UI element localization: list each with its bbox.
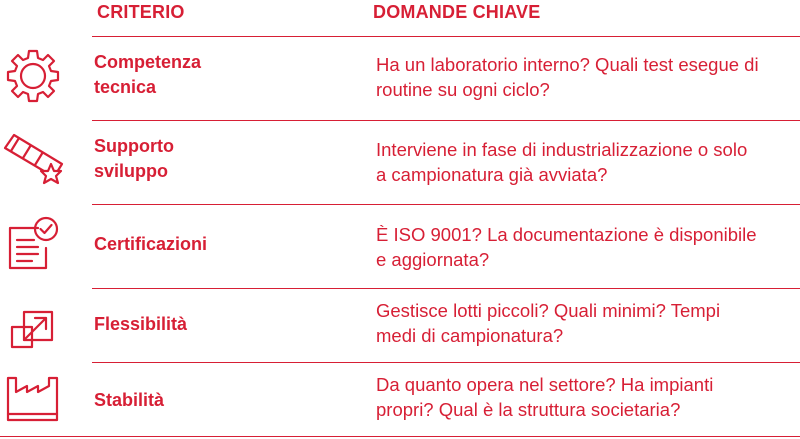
- row-divider: [92, 204, 800, 205]
- domanda-line: medi di campionatura?: [376, 325, 564, 346]
- table-bottom-divider: [0, 436, 800, 437]
- certificate-check-icon: [2, 212, 64, 274]
- gear-icon: [2, 46, 64, 108]
- criterio-line: Competenza: [94, 52, 202, 72]
- table-row: [0, 288, 800, 362]
- criterio-label: [94, 312, 344, 337]
- criterio-line: Certificazioni: [94, 234, 208, 254]
- table-row: [0, 362, 800, 436]
- factory-icon: [2, 368, 64, 430]
- domanda-line: Da quanto opera nel settore? Ha impianti: [376, 374, 714, 395]
- row-divider: [92, 36, 800, 37]
- criterio-line: Flessibilità: [94, 314, 188, 334]
- criterio-label: [94, 232, 344, 257]
- criterio-label: [94, 134, 344, 184]
- column-header-domande: DOMANDE CHIAVE: [373, 2, 541, 22]
- domanda-line: Ha un laboratorio interno? Quali test esegue di: [376, 54, 759, 75]
- column-header-criterio: CRITERIO: [97, 2, 185, 22]
- domanda-text: [376, 298, 796, 348]
- domanda-text: [376, 372, 796, 422]
- domanda-text: [376, 52, 796, 102]
- criterio-line: Stabilità: [94, 390, 165, 410]
- table-header: [0, 0, 800, 34]
- domanda-line: Interviene in fase di industrializzazione o solo: [376, 139, 748, 160]
- domanda-line: e aggiornata?: [376, 249, 490, 270]
- table-row: [0, 120, 800, 204]
- domanda-text: [376, 222, 796, 272]
- criterio-line: tecnica: [94, 77, 157, 97]
- row-divider: [92, 288, 800, 289]
- table-row: [0, 204, 800, 288]
- criterio-line: Supporto: [94, 136, 174, 156]
- domanda-text: [376, 137, 796, 187]
- criterio-label: [94, 388, 344, 413]
- criterio-label: [94, 50, 344, 100]
- domanda-line: propri? Qual è la struttura societaria?: [376, 399, 681, 420]
- row-divider: [92, 362, 800, 363]
- domanda-line: a campionatura già avviata?: [376, 164, 608, 185]
- ruler-star-icon: [2, 128, 64, 190]
- domanda-line: È ISO 9001? La documentazione è disponibile: [376, 224, 757, 245]
- table-row: [0, 36, 800, 120]
- domanda-line: routine su ogni ciclo?: [376, 79, 550, 100]
- domanda-line: Gestisce lotti piccoli? Quali minimi? Tempi: [376, 300, 721, 321]
- resize-arrow-icon: [2, 294, 64, 356]
- row-divider: [92, 120, 800, 121]
- criterio-line: sviluppo: [94, 161, 169, 181]
